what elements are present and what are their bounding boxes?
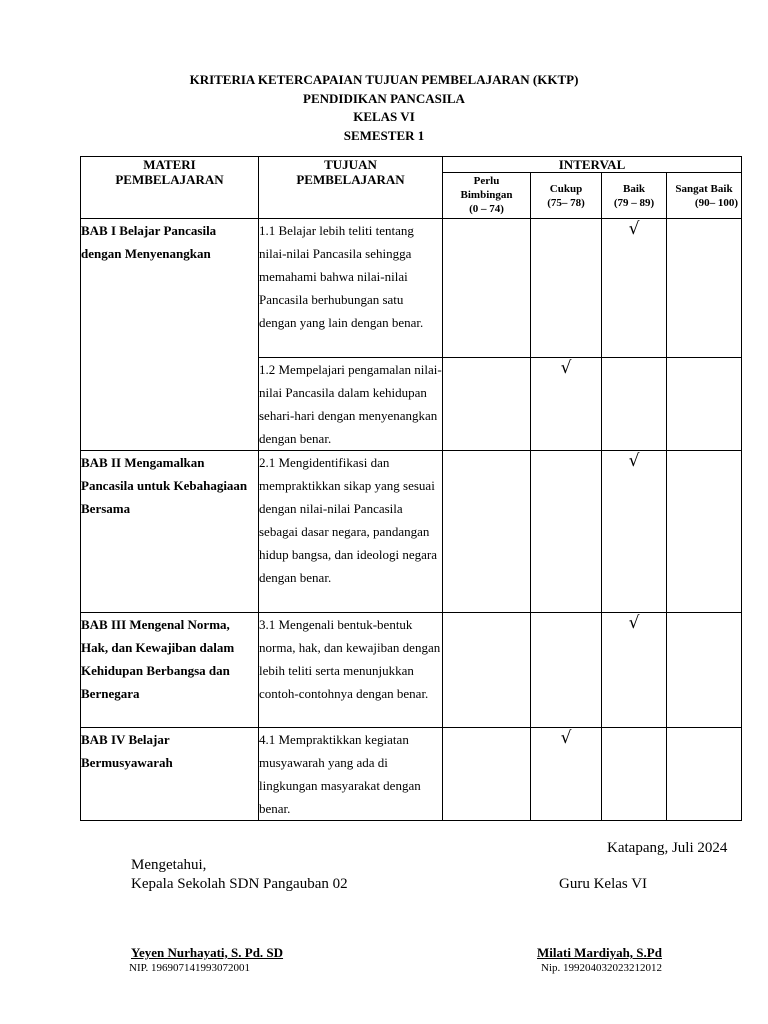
check-sangat-baik <box>667 613 742 728</box>
header-sangat-baik: Sangat Baik (90– 100) <box>667 173 742 219</box>
materi-cell: BAB III Mengenal Norma, Hak, dan Kewajiban dalam Kehidupan Berbangsa dan Bernegara <box>81 613 259 728</box>
check-sangat-baik <box>667 451 742 613</box>
tujuan-cell: 1.2 Mempelajari pengamalan nilai-nilai Pancasila dalam kehidupan sehari-hari dengan menyenangkan dengan benar. <box>259 358 443 451</box>
title-line-2: PENDIDIKAN PANCASILA <box>303 90 465 106</box>
header-cukup: Cukup (75– 78) <box>531 173 602 219</box>
tujuan-cell: 1.1 Belajar lebih teliti tentang nilai-nilai Pancasila sehingga memahami bahwa nilai-nilai Pancasila berhubungan satu dengan yang lain dengan benar. <box>259 219 443 358</box>
check-baik: √ <box>602 613 667 728</box>
check-cukup <box>531 451 602 613</box>
check-baik: √ <box>602 451 667 613</box>
materi-cell: BAB II Mengamalkan Pancasila untuk Kebahagiaan Bersama <box>81 451 259 613</box>
check-cukup: √ <box>531 358 602 451</box>
check-sangat-baik <box>667 728 742 821</box>
table-row <box>81 219 742 358</box>
principal-title: Kepala Sekolah SDN Pangauban 02 <box>131 876 348 892</box>
check-perlu <box>443 728 531 821</box>
title-line-1: KRITERIA KETERCAPAIAN TUJUAN PEMBELAJARAN (KKTP) <box>189 72 579 87</box>
title-line-4: SEMESTER 1 <box>343 127 425 143</box>
check-baik: √ <box>602 219 667 358</box>
check-cukup: √ <box>531 728 602 821</box>
teacher-name: Milati Mardiyah, S.Pd <box>537 945 662 960</box>
check-cukup <box>531 613 602 728</box>
check-perlu <box>443 613 531 728</box>
teacher-nip: Nip. 199204032023212012 <box>541 962 662 974</box>
materi-cell: BAB I Belajar Pancasila dengan Menyenangkan <box>81 219 259 451</box>
header-interval: INTERVAL <box>443 157 742 173</box>
acknowledged-label: Mengetahui, <box>131 857 207 873</box>
check-cukup <box>531 219 602 358</box>
tujuan-cell: 4.1 Mempraktikkan kegiatan musyawarah yang ada di lingkungan masyarakat dengan benar. <box>259 728 443 821</box>
tujuan-cell: 2.1 Mengidentifikasi dan mempraktikkan sikap yang sesuai dengan nilai-nilai Pancasila sebagai dasar negara, pandangan hidup bangsa, dan ideologi negara dengan benar. <box>259 451 443 613</box>
header-tujuan: TUJUAN PEMBELAJARAN <box>259 157 443 219</box>
check-sangat-baik <box>667 219 742 358</box>
materi-cell: BAB IV Belajar Bermusyawarah <box>81 728 259 821</box>
header-perlu-bimbingan: Perlu Bimbingan (0 – 74) <box>443 173 531 219</box>
principal-name: Yeyen Nurhayati, S. Pd. SD <box>131 945 284 960</box>
table-row <box>81 613 742 728</box>
check-baik <box>602 728 667 821</box>
check-baik <box>602 358 667 451</box>
header-baik: Baik (79 – 89) <box>602 173 667 219</box>
check-perlu <box>443 451 531 613</box>
teacher-title: Guru Kelas VI <box>559 876 648 892</box>
table-row <box>81 451 742 613</box>
check-perlu <box>443 358 531 451</box>
tujuan-cell: 3.1 Mengenali bentuk-bentuk norma, hak, dan kewajiban dengan lebih teliti serta menunjukkan contoh-contohnya dengan benar. <box>259 613 443 728</box>
kktp-table <box>80 156 742 821</box>
check-sangat-baik <box>667 358 742 451</box>
document-title <box>0 71 768 145</box>
principal-nip: NIP. 196907141993072001 <box>129 962 251 974</box>
place-date: Katapang, Juli 2024 <box>607 840 728 856</box>
table-row <box>81 728 742 821</box>
header-materi: MATERI PEMBELAJARAN <box>81 157 259 219</box>
check-perlu <box>443 219 531 358</box>
title-line-3: KELAS VI <box>353 109 415 124</box>
